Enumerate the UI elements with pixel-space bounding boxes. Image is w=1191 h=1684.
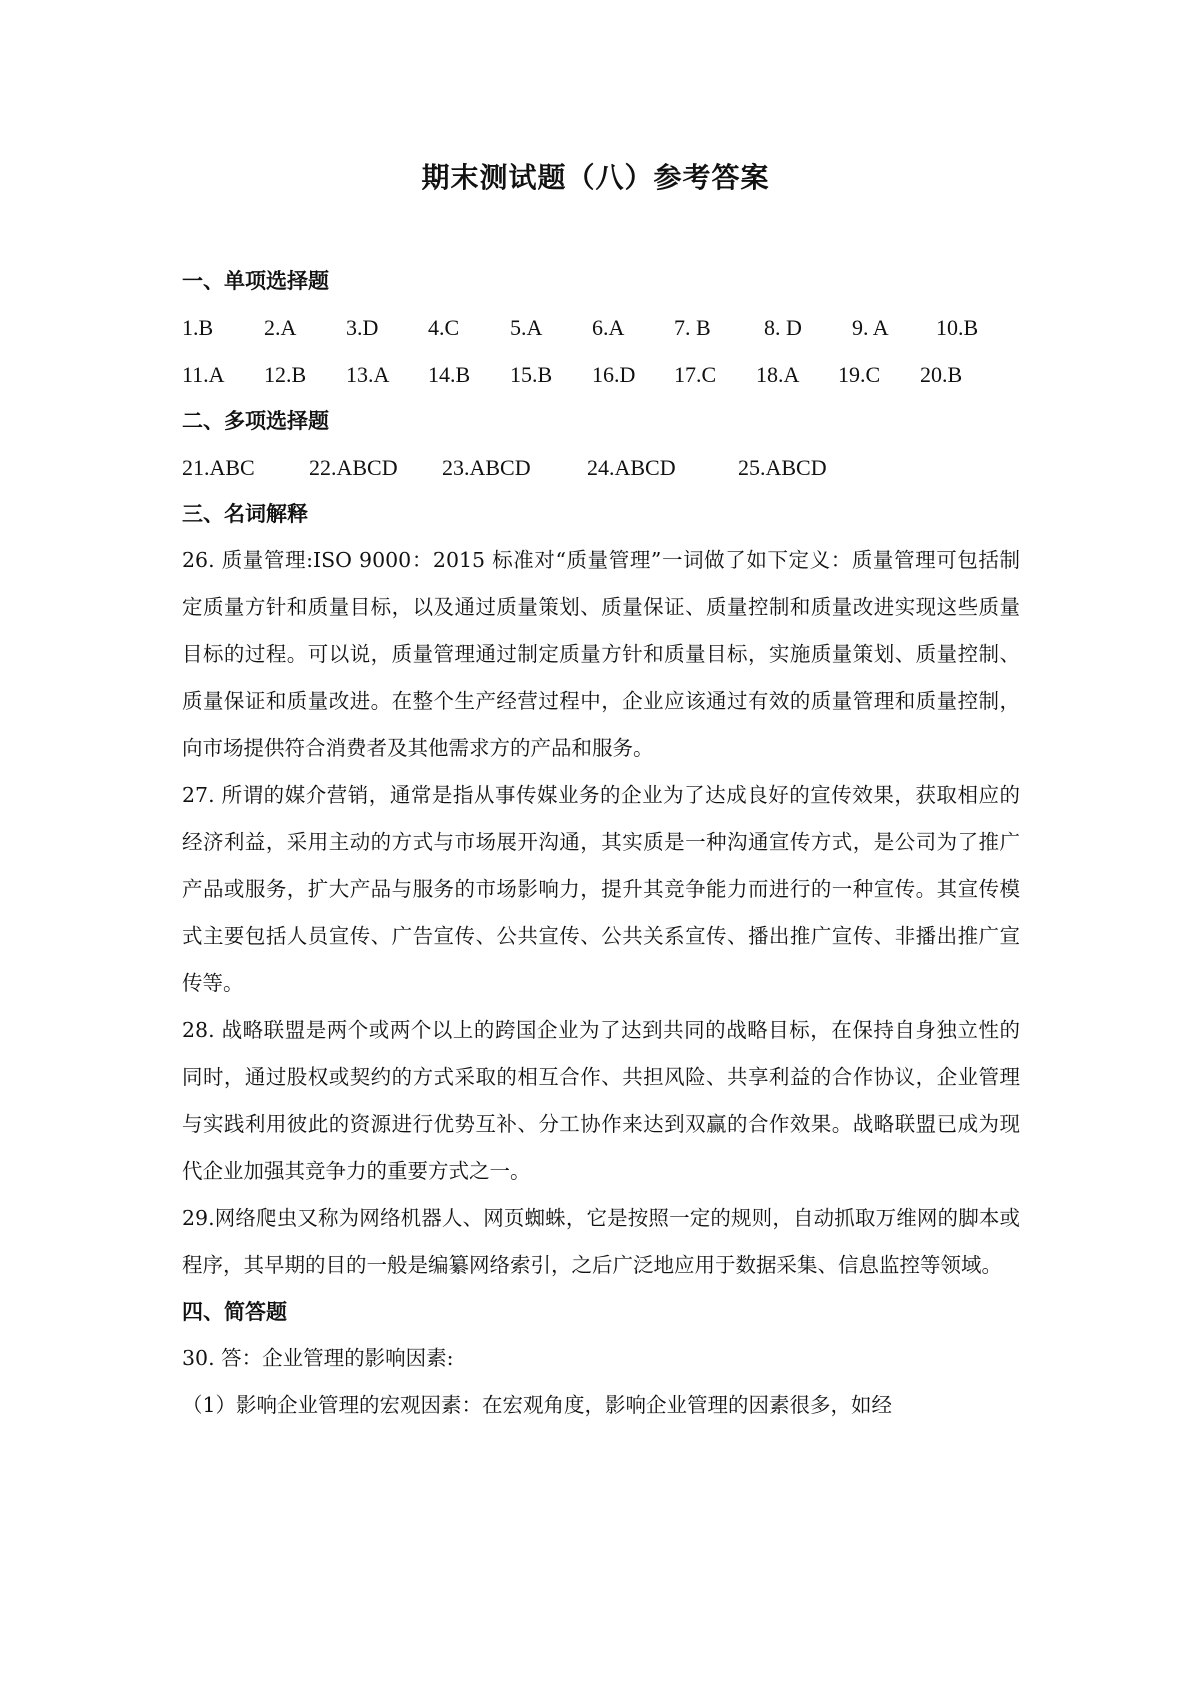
answer-item: 21.ABC xyxy=(182,455,255,480)
answer-item: 16.D xyxy=(592,362,636,387)
answer-item: 3.D xyxy=(346,315,379,340)
answer-item: 14.B xyxy=(428,362,471,387)
answer-item: 19.C xyxy=(838,362,881,387)
short-answer-30: 30. 答：企业管理的影响因素: xyxy=(182,1346,454,1370)
section-heading-multiple-choice: 二、多项选择题 xyxy=(182,409,329,433)
answer-item: 23.ABCD xyxy=(442,455,531,480)
term-answer-27: 27. 所谓的媒介营销，通常是指从事传媒业务的企业为了达成良好的宣传效果，获取相应的经济利益，采用主动的方式与市场展开沟通，其实质是一种沟通宣传方式，是公司为了推广产品或服务，扩大产品与服务的市场影响力，提升其竞争能力而进行的一种宣传。其宣传模式主要包括人员宣传、广告宣传、公共宣传、公共关系宣传、播出推广宣传、非播出推广宣传等。 xyxy=(182,783,1020,995)
answer-item: 1.B xyxy=(182,315,214,340)
short-answer-30-point-1: （1）影响企业管理的宏观因素：在宏观角度，影响企业管理的因素很多，如经 xyxy=(182,1393,893,1417)
answer-item: 15.B xyxy=(510,362,553,387)
answer-item: 9. A xyxy=(852,315,889,340)
answer-item: 20.B xyxy=(920,362,963,387)
section-heading-short-answer: 四、简答题 xyxy=(182,1300,287,1324)
answer-item: 2.A xyxy=(264,315,297,340)
answer-item: 8. D xyxy=(764,315,802,340)
section-heading-term-explanation: 三、名词解释 xyxy=(182,502,308,526)
answer-item: 18.A xyxy=(756,362,800,387)
answer-item: 10.B xyxy=(936,315,979,340)
term-answer-26: 26. 质量管理:ISO 9000：2015 标准对“质量管理”一词做了如下定义：质量管理可包括制定质量方针和质量目标，以及通过质量策划、质量保证、质量控制和质量改进实现这些质量目标的过程。可以说，质量管理通过制定质量方针和质量目标，实施质量策划、质量控制、质量保证和质量改进。在整个生产经营过程中，企业应该通过有效的质量管理和质量控制，向市场提供符合消费者及其他需求方的产品和服务。 xyxy=(182,548,1020,760)
term-answer-28: 28. 战略联盟是两个或两个以上的跨国企业为了达到共同的战略目标，在保持自身独立性的同时，通过股权或契约的方式采取的相互合作、共担风险、共享利益的合作协议，企业管理与实践利用彼此的资源进行优势互补、分工协作来达到双赢的合作效果。战略联盟已成为现代企业加强其竞争力的重要方式之一。 xyxy=(182,1018,1020,1183)
answer-item: 13.A xyxy=(346,362,390,387)
answer-item: 22.ABCD xyxy=(309,455,398,480)
term-answer-29: 29.网络爬虫又称为网络机器人、网页蜘蛛，它是按照一定的规则，自动抓取万维网的脚本或程序，其早期的目的一般是编纂网络索引，之后广泛地应用于数据采集、信息监控等领域。 xyxy=(182,1206,1020,1277)
answer-item: 25.ABCD xyxy=(738,455,827,480)
single-choice-row-2 xyxy=(182,351,1020,398)
answer-item: 7. B xyxy=(674,315,711,340)
answer-item: 11.A xyxy=(182,362,225,387)
single-choice-row-1 xyxy=(182,304,1020,351)
answer-item: 17.C xyxy=(674,362,717,387)
answer-item: 4.C xyxy=(428,315,460,340)
answer-content xyxy=(182,258,1020,1429)
answer-item: 5.A xyxy=(510,315,543,340)
answer-item: 24.ABCD xyxy=(587,455,676,480)
page-title: 期末测试题（八）参考答案 xyxy=(421,161,770,194)
section-heading-single-choice: 一、单项选择题 xyxy=(182,269,329,293)
answer-item: 12.B xyxy=(264,362,307,387)
answer-item: 6.A xyxy=(592,315,625,340)
multiple-choice-row xyxy=(182,444,1020,491)
